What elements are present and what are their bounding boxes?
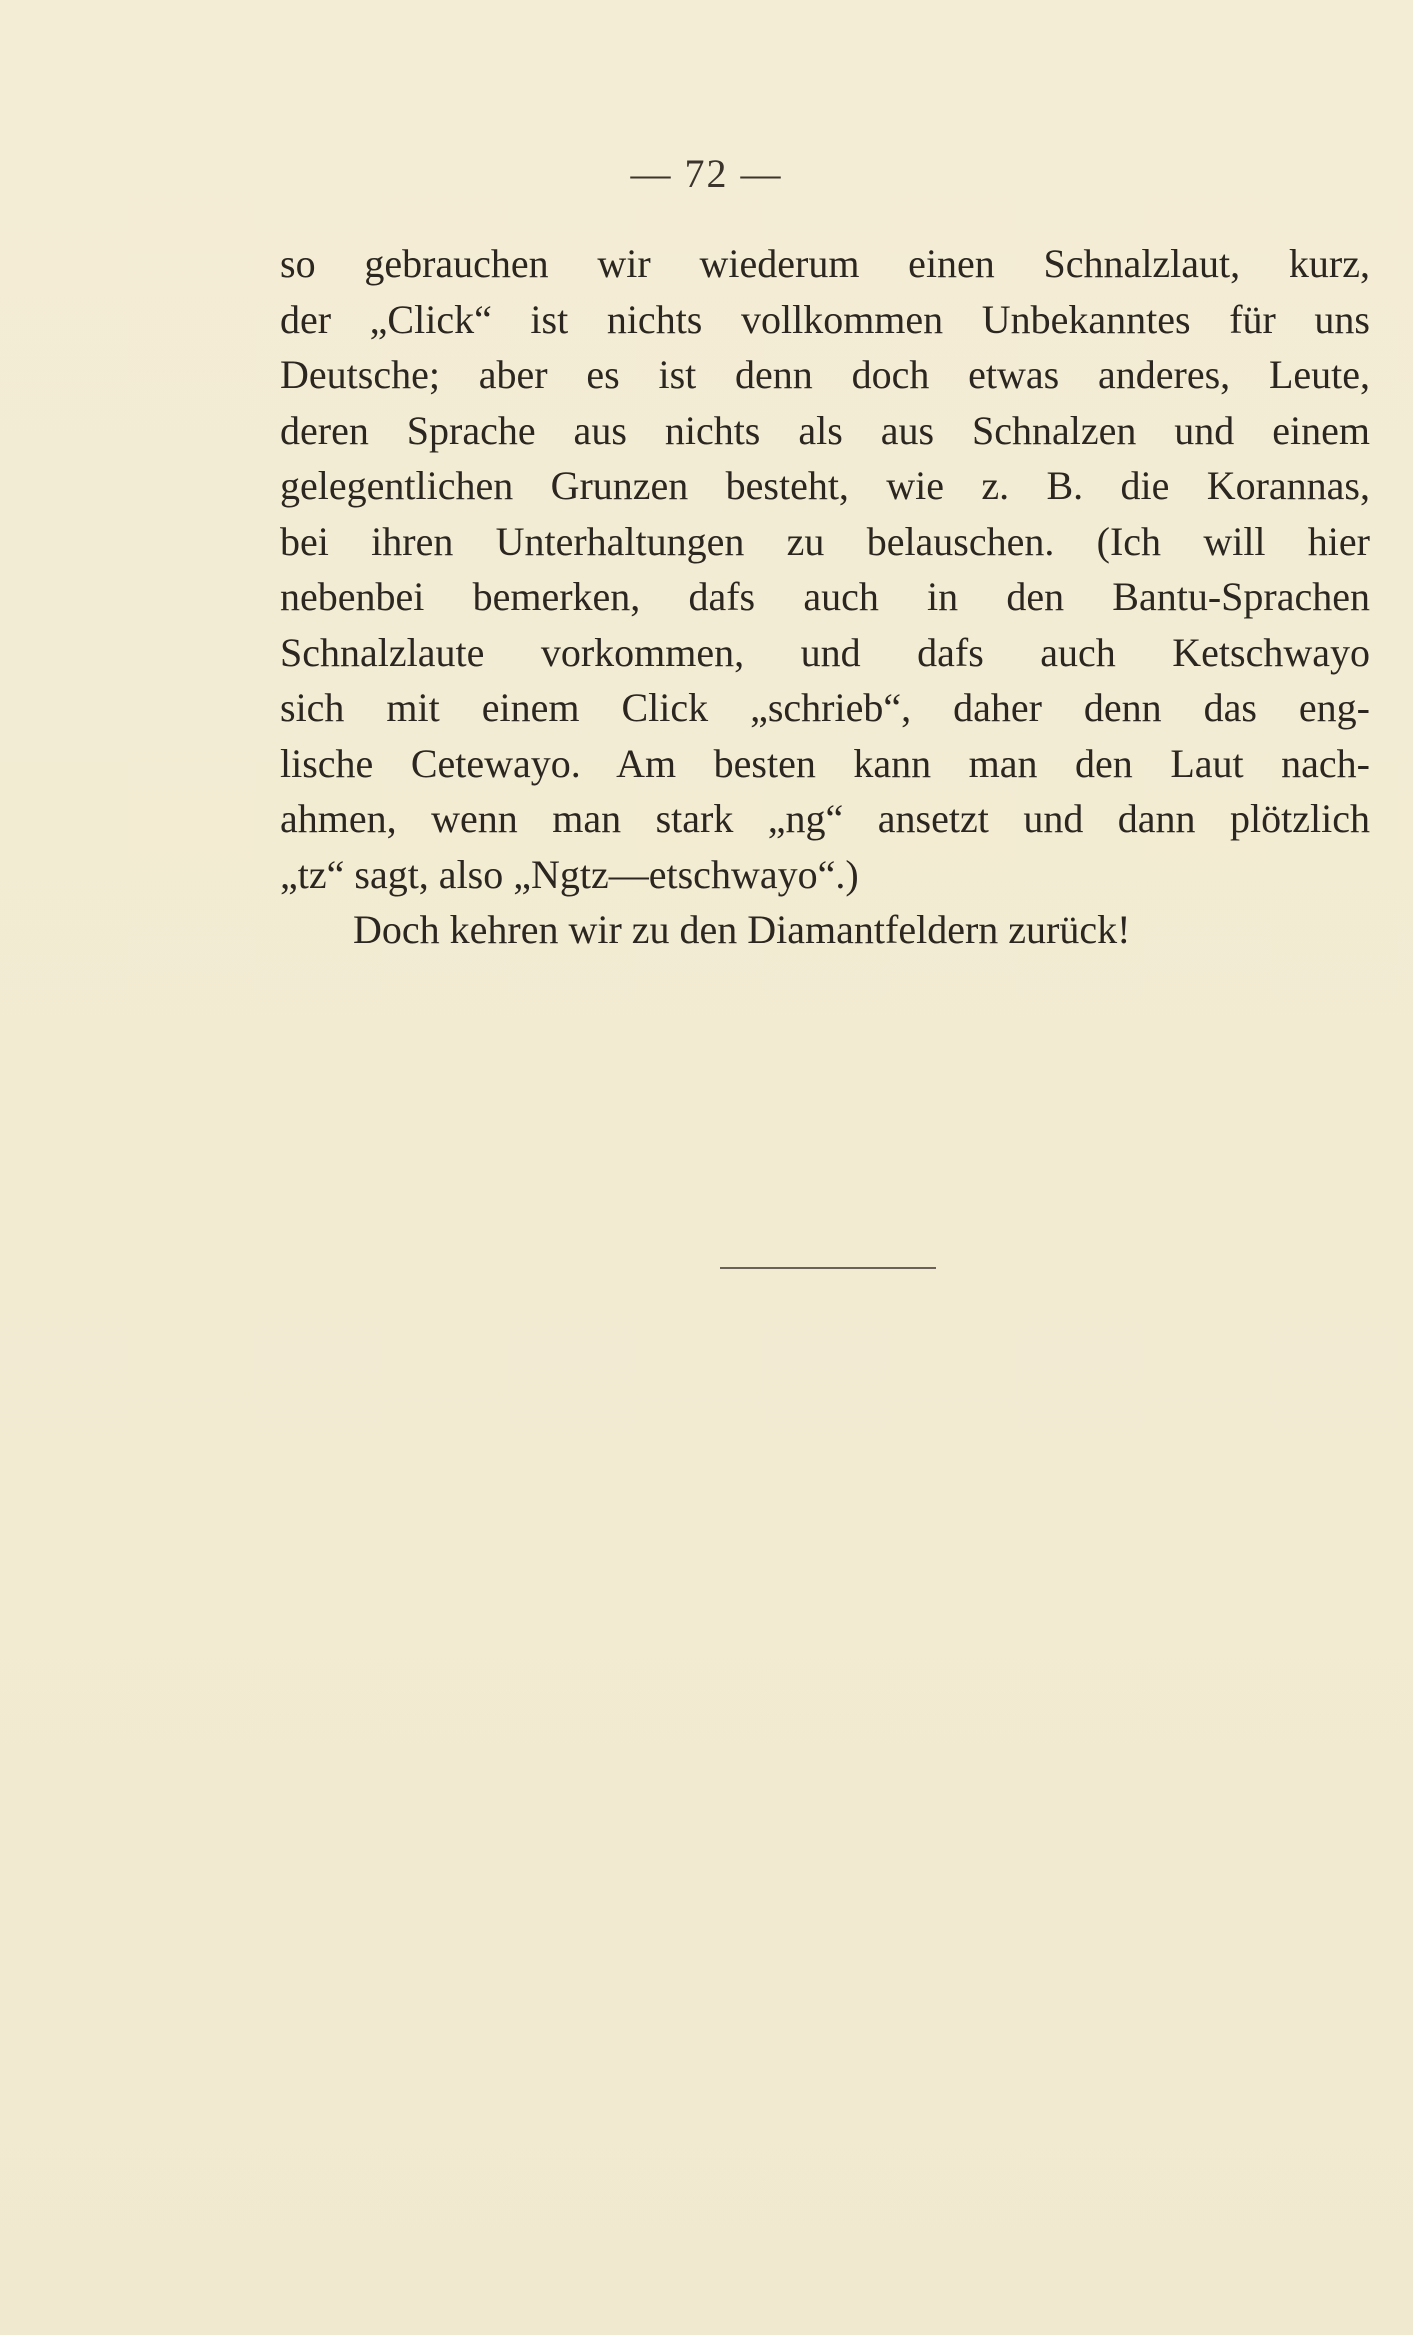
- text-line: lische Cetewayo. Am besten kann man den Laut nach-: [280, 740, 1370, 786]
- text-line: ahmen, wenn man stark „ng“ ansetzt und dann plötzlich: [280, 796, 1370, 841]
- text-line: der „Click“ ist nichts vollkommen Unbekanntes für uns: [280, 296, 1370, 342]
- text-line: Deutsche; aber es ist denn doch etwas anderes, Leute,: [280, 352, 1370, 397]
- page-number: — 72 —: [630, 151, 783, 196]
- text-line: so gebrauchen wir wiederum einen Schnalzlaut, kurz,: [280, 241, 1370, 286]
- text-line: bei ihren Unterhaltungen zu belauschen. (Ich will hier: [280, 518, 1370, 564]
- text-line: nebenbei bemerken, dafs auch in den Bantu-Sprachen: [280, 574, 1370, 619]
- text-line: sich mit einem Click „schrieb“, daher denn das eng-: [280, 685, 1370, 730]
- body-text: [280, 236, 1370, 958]
- text-line: „tz“ sagt, also „Ngtz—etschwayo“.): [280, 851, 859, 897]
- section-divider: [720, 1267, 936, 1269]
- text-line: gelegentlichen Grunzen besteht, wie z. B. die Korannas,: [280, 463, 1370, 508]
- text-line: deren Sprache aus nichts als aus Schnalzen und einem: [280, 407, 1370, 453]
- text-line: Schnalzlaute vorkommen, und dafs auch Ketschwayo: [280, 629, 1370, 675]
- text-line: Doch kehren wir zu den Diamantfeldern zurück!: [353, 907, 1131, 952]
